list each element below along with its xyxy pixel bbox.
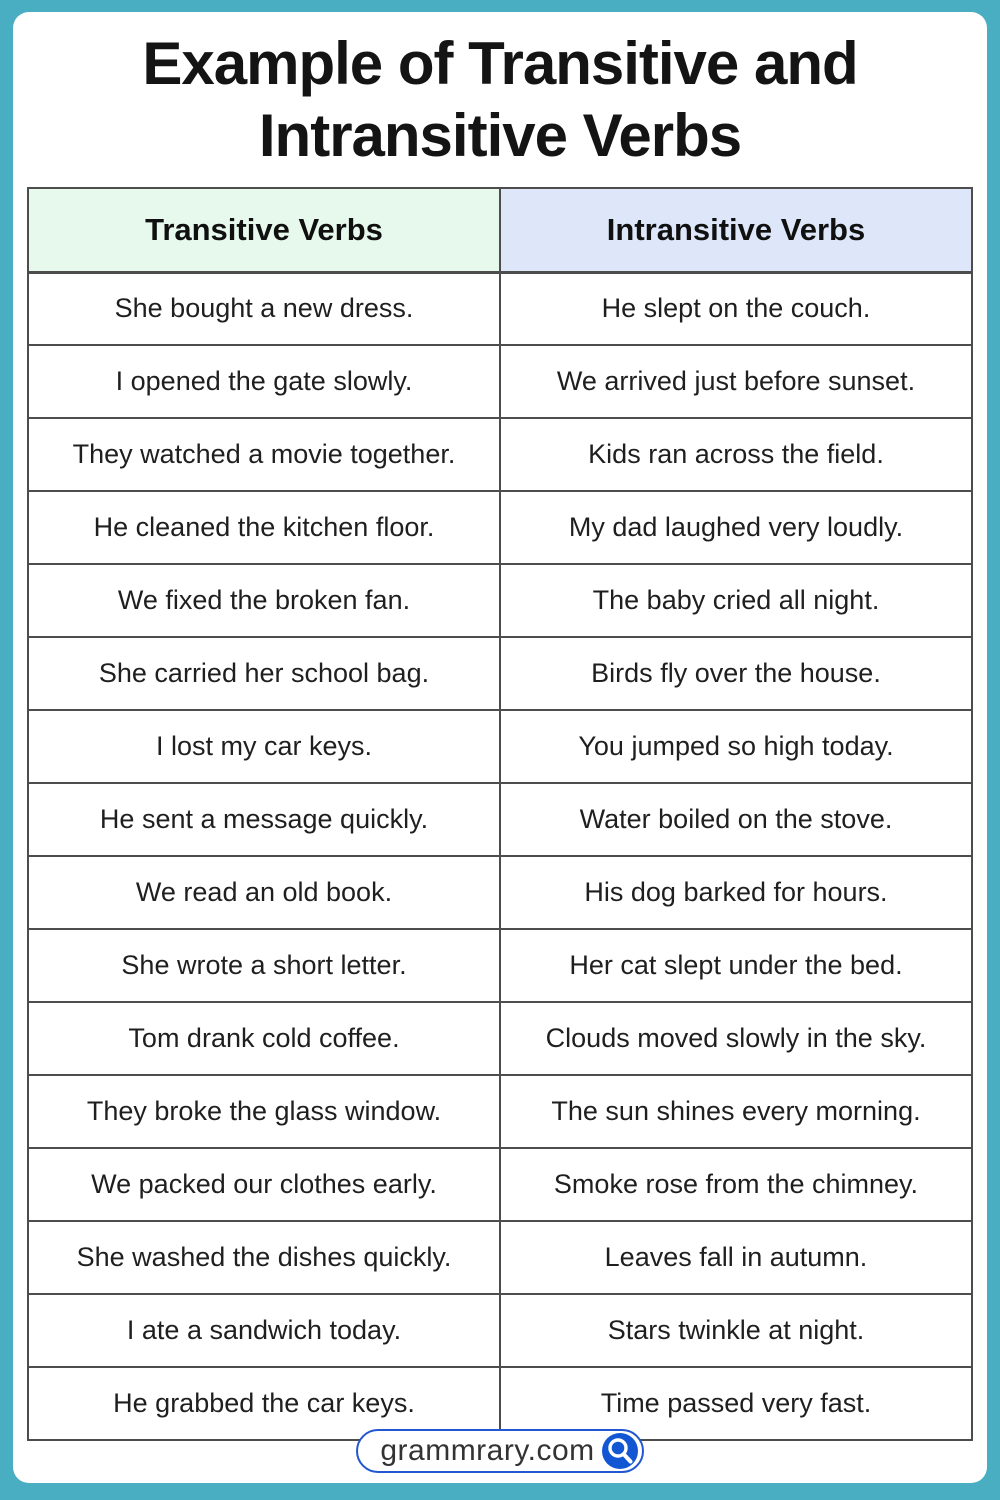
- transitive-example-cell: We read an old book.: [28, 856, 500, 929]
- intransitive-column-header: Intransitive Verbs: [500, 188, 972, 272]
- page-title: Example of Transitive and Intransitive Verbs: [142, 30, 858, 169]
- table-row: [28, 1294, 972, 1367]
- table-row: [28, 491, 972, 564]
- table-row: [28, 856, 972, 929]
- transitive-example-cell: He cleaned the kitchen floor.: [28, 491, 500, 564]
- transitive-column-header: Transitive Verbs: [28, 188, 500, 272]
- intransitive-example-cell: Water boiled on the stove.: [500, 783, 972, 856]
- table-row: [28, 1148, 972, 1221]
- transitive-example-cell: They watched a movie together.: [28, 418, 500, 491]
- table-row: [28, 1075, 972, 1148]
- intransitive-example-cell: Stars twinkle at night.: [500, 1294, 972, 1367]
- transitive-example-cell: We fixed the broken fan.: [28, 564, 500, 637]
- search-icon: [601, 1432, 639, 1470]
- transitive-example-cell: I opened the gate slowly.: [28, 345, 500, 418]
- transitive-example-cell: They broke the glass window.: [28, 1075, 500, 1148]
- transitive-example-cell: She bought a new dress.: [28, 272, 500, 345]
- transitive-example-cell: She wrote a short letter.: [28, 929, 500, 1002]
- table-row: [28, 929, 972, 1002]
- intransitive-example-cell: Birds fly over the house.: [500, 637, 972, 710]
- intransitive-example-cell: He slept on the couch.: [500, 272, 972, 345]
- transitive-example-cell: I ate a sandwich today.: [28, 1294, 500, 1367]
- header-row: [28, 188, 972, 272]
- table-row: [28, 1002, 972, 1075]
- table-row: [28, 710, 972, 783]
- transitive-example-cell: Tom drank cold coffee.: [28, 1002, 500, 1075]
- intransitive-example-cell: The baby cried all night.: [500, 564, 972, 637]
- transitive-example-cell: I lost my car keys.: [28, 710, 500, 783]
- verbs-table-body: [28, 272, 972, 1440]
- table-row: [28, 418, 972, 491]
- intransitive-example-cell: Kids ran across the field.: [500, 418, 972, 491]
- intransitive-example-cell: Smoke rose from the chimney.: [500, 1148, 972, 1221]
- transitive-example-cell: He sent a message quickly.: [28, 783, 500, 856]
- table-row: [28, 564, 972, 637]
- intransitive-example-cell: Clouds moved slowly in the sky.: [500, 1002, 972, 1075]
- brand-name: grammrary.com: [380, 1434, 595, 1467]
- table-row: [28, 345, 972, 418]
- table-row: [28, 637, 972, 710]
- intransitive-example-cell: The sun shines every morning.: [500, 1075, 972, 1148]
- verbs-table-head: [28, 188, 972, 272]
- transitive-example-cell: She carried her school bag.: [28, 637, 500, 710]
- transitive-example-cell: He grabbed the car keys.: [28, 1367, 500, 1440]
- intransitive-example-cell: You jumped so high today.: [500, 710, 972, 783]
- table-row: [28, 272, 972, 345]
- intransitive-example-cell: My dad laughed very loudly.: [500, 491, 972, 564]
- brand-badge: [356, 1429, 643, 1473]
- intransitive-example-cell: We arrived just before sunset.: [500, 345, 972, 418]
- page-card: [13, 12, 987, 1483]
- table-row: [28, 1221, 972, 1294]
- intransitive-example-cell: Leaves fall in autumn.: [500, 1221, 972, 1294]
- transitive-example-cell: She washed the dishes quickly.: [28, 1221, 500, 1294]
- transitive-example-cell: We packed our clothes early.: [28, 1148, 500, 1221]
- table-row: [28, 783, 972, 856]
- intransitive-example-cell: Her cat slept under the bed.: [500, 929, 972, 1002]
- footer: [13, 1429, 987, 1473]
- intransitive-example-cell: Time passed very fast.: [500, 1367, 972, 1440]
- intransitive-example-cell: His dog barked for hours.: [500, 856, 972, 929]
- verbs-table: [27, 187, 973, 1441]
